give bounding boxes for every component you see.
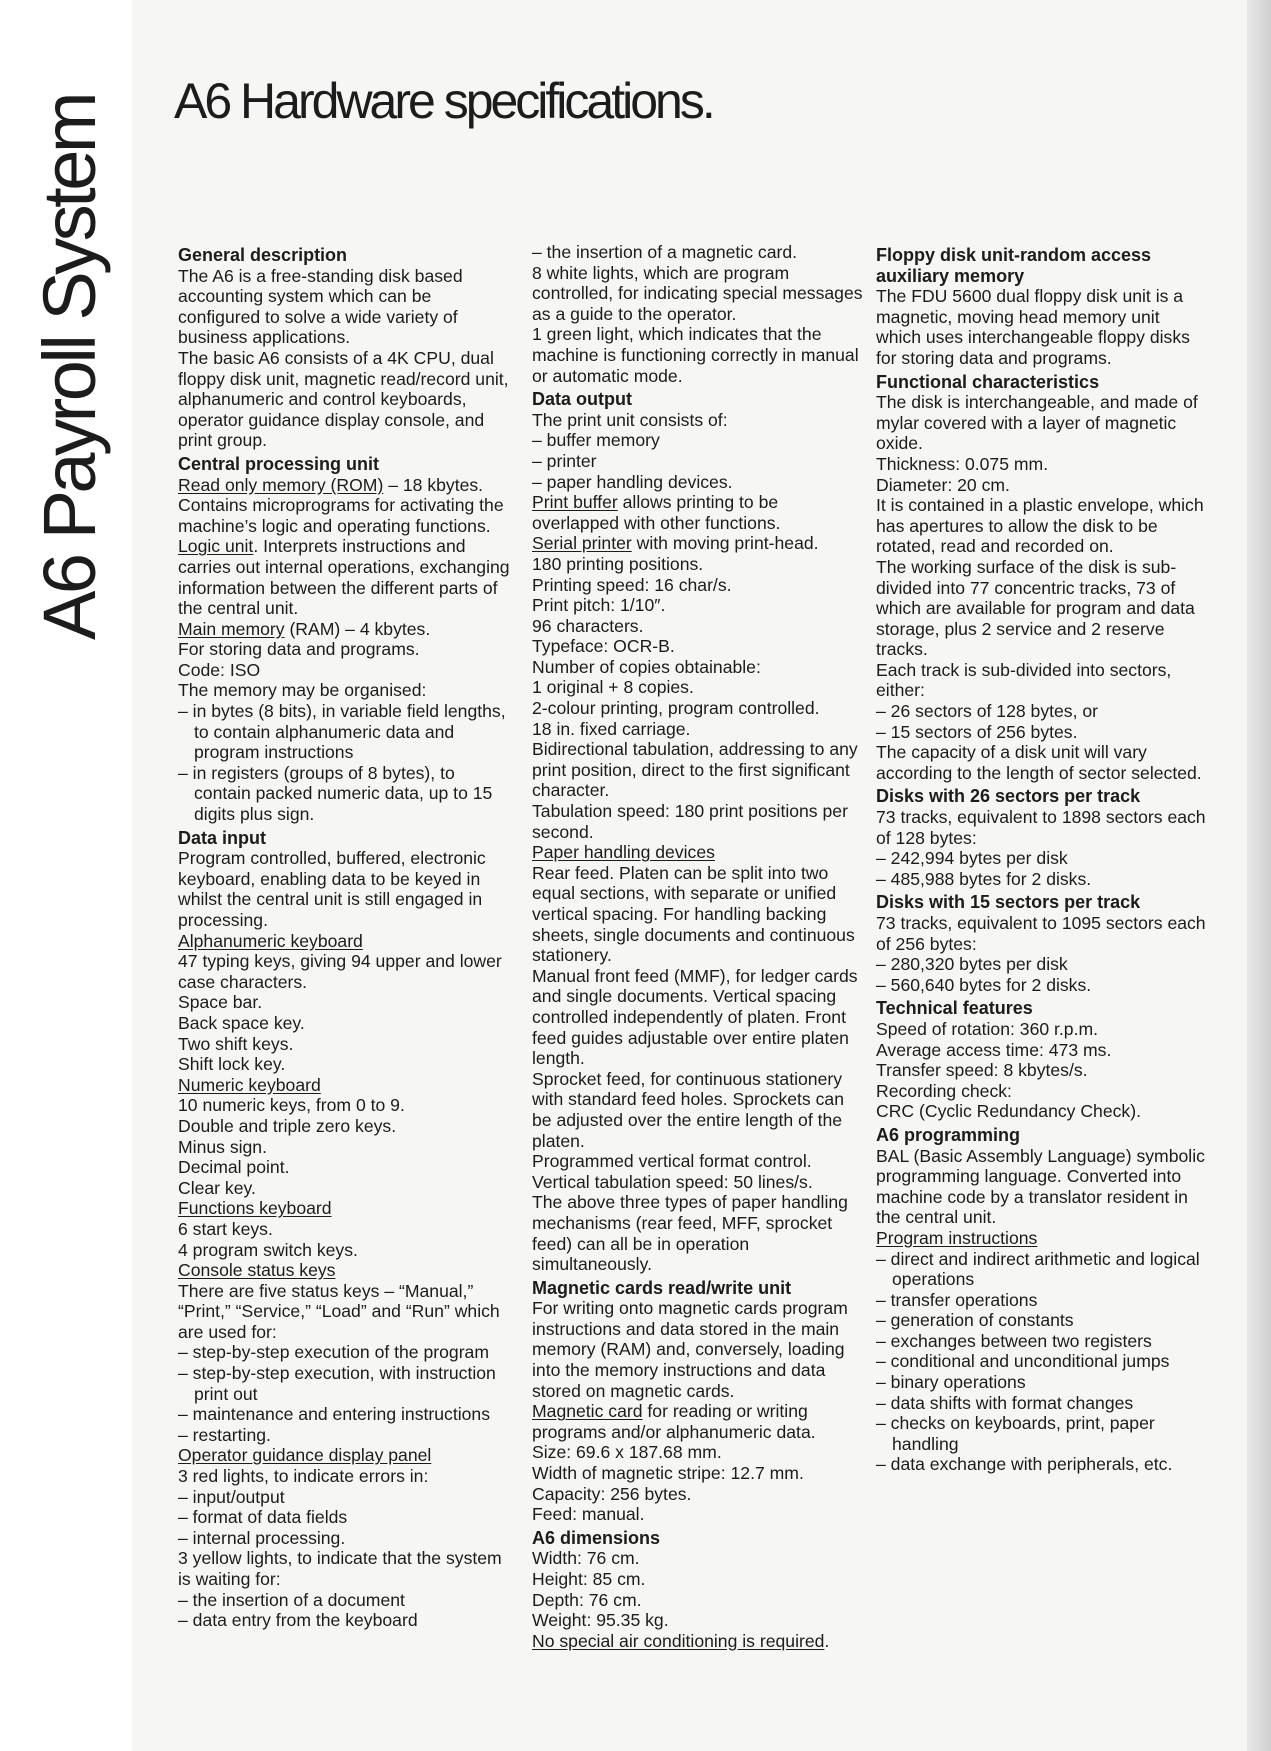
text: 10 numeric keys, from 0 to 9. xyxy=(178,1095,405,1116)
paragraph xyxy=(178,1054,512,1075)
text: Number of copies obtainable: xyxy=(532,656,761,677)
text: – paper handling devices. xyxy=(532,471,733,492)
text: – restarting. xyxy=(178,1424,271,1445)
text: Feed: manual. xyxy=(532,1504,645,1525)
text: Width of magnetic stripe: 12.7 mm. xyxy=(532,1463,804,1484)
underlined-term: Main memory xyxy=(178,618,285,639)
paragraph xyxy=(532,595,865,616)
paragraph xyxy=(532,1298,865,1401)
underlined-term: Print buffer xyxy=(532,492,618,513)
text: Manual front feed (MMF), for ledger cards and single documents. Vertical spacing controlled independently of platen. Front feed guides adjustable over entire platen length. xyxy=(532,965,858,1069)
section-heading xyxy=(876,372,1206,393)
paragraph xyxy=(532,1590,865,1611)
section-heading xyxy=(876,245,1206,286)
underlined-term: Program instructions xyxy=(876,1227,1038,1248)
text: – 560,640 bytes for 2 disks. xyxy=(876,974,1092,995)
list-item xyxy=(876,1331,1206,1352)
text: 180 printing positions. xyxy=(532,553,704,574)
paragraph xyxy=(532,657,865,678)
text: – buffer memory xyxy=(532,430,660,451)
paragraph xyxy=(178,619,512,640)
paragraph xyxy=(532,1463,865,1484)
text: Vertical tabulation speed: 50 lines/s. xyxy=(532,1171,813,1192)
paragraph xyxy=(532,324,865,386)
text: – data entry from the keyboard xyxy=(178,1610,418,1631)
text: Printing speed: 16 char/s. xyxy=(532,574,732,595)
text: Transfer speed: 8 kbytes/s. xyxy=(876,1060,1088,1081)
text: Width: 76 cm. xyxy=(532,1548,640,1569)
paragraph xyxy=(532,1401,865,1442)
list-item xyxy=(532,242,865,263)
paragraph xyxy=(178,495,512,536)
text: – direct and indirect arithmetic and logical operations xyxy=(876,1248,1200,1290)
paragraph xyxy=(532,966,865,1069)
section-heading xyxy=(876,1125,1206,1146)
paragraph xyxy=(178,1013,512,1034)
text: – the insertion of a magnetic card. xyxy=(532,242,798,262)
list-item xyxy=(876,975,1206,996)
paragraph xyxy=(178,1178,512,1199)
section-heading xyxy=(532,1278,865,1299)
text: – 15 sectors of 256 bytes. xyxy=(876,721,1078,742)
text: . Interprets instructions and carries out internal operations, exchanging information between the different parts of the central unit. xyxy=(178,536,510,619)
text: The above three types of paper handling mechanisms (rear feed, MFF, sprocket feed) can all be in operation simultaneously. xyxy=(532,1192,848,1275)
list-item xyxy=(178,1363,512,1404)
text: – transfer operations xyxy=(876,1289,1038,1310)
text: The working surface of the disk is sub-divided into 77 concentric tracks, 73 of which are available for program and data storage, plus 2 service and 2 reserve tracks. xyxy=(876,556,1195,660)
text: – data exchange with peripherals, etc. xyxy=(876,1454,1173,1475)
text: – generation of constants xyxy=(876,1310,1074,1331)
paragraph xyxy=(876,286,1206,368)
text: 73 tracks, equivalent to 1898 sectors each of 128 bytes: xyxy=(876,807,1206,848)
text: A6 programming xyxy=(876,1124,1021,1145)
text: Bidirectional tabulation, addressing to any print position, direct to the first significant character. xyxy=(532,739,858,801)
paragraph xyxy=(876,660,1206,701)
text: Decimal point. xyxy=(178,1157,290,1178)
text: Height: 85 cm. xyxy=(532,1569,646,1589)
paragraph xyxy=(532,1631,865,1652)
list-item xyxy=(178,1487,512,1508)
text: The basic A6 consists of a 4K CPU, dual floppy disk unit, magnetic read/record unit, alphanumeric and control keyboards, operator guidance display console, and print group. xyxy=(178,347,509,451)
text: Two shift keys. xyxy=(178,1033,294,1054)
spine-title-container xyxy=(22,40,118,640)
text: A6 dimensions xyxy=(532,1527,661,1548)
text: 47 typing keys, giving 94 upper and lower case characters. xyxy=(178,951,502,992)
text: Floppy disk unit-random access auxiliary memory xyxy=(876,245,1152,286)
list-item xyxy=(178,1342,512,1363)
paragraph xyxy=(876,807,1206,848)
text: for reading or writing programs and/or alphanumeric data. xyxy=(532,1401,816,1442)
text: For writing onto magnetic cards program instructions and data stored in the main memory (RAM) and, conversely, loading into the memory instructions and data stored on magnetic cards. xyxy=(532,1298,848,1401)
text: Program controlled, buffered, electronic keyboard, enabling data to be keyed in whilst the central unit is still engaged in processing. xyxy=(178,848,486,930)
paragraph xyxy=(178,680,512,701)
text: The memory may be organised: xyxy=(178,680,427,701)
text: – in registers (groups of 8 bytes), to contain packed numeric data, up to 15 digits plus sign. xyxy=(178,762,493,825)
underlined-term: Alphanumeric keyboard xyxy=(178,930,363,951)
underlined-term: No special air conditioning is required xyxy=(532,1630,825,1651)
paragraph xyxy=(532,863,865,966)
list-item xyxy=(178,701,512,763)
text: Space bar. xyxy=(178,992,263,1013)
list-item xyxy=(876,1249,1206,1290)
paragraph xyxy=(532,842,865,863)
text: – checks on keyboards, print, paper handling xyxy=(876,1413,1155,1454)
text: 1 green light, which indicates that the machine is functioning correctly in manual or automatic mode. xyxy=(532,324,859,386)
section-heading xyxy=(178,245,512,266)
text: The disk is interchangeable, and made of mylar covered with a layer of magnetic oxide. xyxy=(876,392,1198,454)
text: with moving print-head. xyxy=(631,533,819,554)
text: Disks with 15 sectors per track xyxy=(876,892,1141,913)
text: 96 characters. xyxy=(532,615,644,636)
text: Size: 69.6 x 187.68 mm. xyxy=(532,1442,722,1463)
list-item xyxy=(876,1310,1206,1331)
list-item xyxy=(178,1610,512,1631)
paragraph xyxy=(532,1484,865,1505)
paragraph xyxy=(178,1157,512,1178)
list-item xyxy=(178,1425,512,1446)
text: Central processing unit xyxy=(178,453,380,474)
text: – the insertion of a document xyxy=(178,1589,405,1610)
list-item xyxy=(876,1393,1206,1414)
list-item xyxy=(178,1528,512,1549)
text: For storing data and programs. xyxy=(178,639,420,660)
text: – in bytes (8 bits), in variable field lengths, to contain alphanumeric data and program instructions xyxy=(178,701,506,763)
text: The A6 is a free-standing disk based accounting system which can be configured to solve a wide variety of business applications. xyxy=(178,265,463,348)
text: The FDU 5600 dual floppy disk unit is a magnetic, moving head memory unit which uses interchangeable floppy disks for storing data and programs. xyxy=(876,286,1190,368)
paragraph xyxy=(876,1228,1206,1249)
paragraph xyxy=(532,1442,865,1463)
list-item xyxy=(876,1454,1206,1475)
paragraph xyxy=(876,495,1206,557)
text: Sprocket feed, for continuous stationery with standard feed holes. Sprockets can be adjusted over the entire length of the platen. xyxy=(532,1068,844,1151)
paragraph xyxy=(532,492,865,533)
text: Functional characteristics xyxy=(876,371,1100,392)
underlined-term: Serial printer xyxy=(532,533,632,554)
paragraph xyxy=(876,1040,1206,1061)
paragraph xyxy=(178,1198,512,1219)
text: 73 tracks, equivalent to 1095 sectors each of 256 bytes: xyxy=(876,913,1206,954)
paragraph xyxy=(532,1151,865,1172)
paragraph xyxy=(876,1081,1206,1102)
paragraph xyxy=(178,1219,512,1240)
list-item xyxy=(876,869,1206,890)
paragraph xyxy=(532,263,865,325)
text: Programmed vertical format control. xyxy=(532,1151,812,1172)
paragraph xyxy=(178,475,512,496)
text: BAL (Basic Assembly Language) symbolic programming language. Converted into machine code by a translator resident in the central unit. xyxy=(876,1145,1205,1228)
paragraph xyxy=(876,475,1206,496)
text: It is contained in a plastic envelope, which has apertures to allow the disk to be rotated, read and recorded on. xyxy=(876,495,1204,557)
paragraph xyxy=(178,639,512,660)
text: CRC (Cyclic Redundancy Check). xyxy=(876,1101,1141,1122)
section-heading xyxy=(178,828,512,849)
section-heading xyxy=(876,892,1206,913)
text: – format of data fields xyxy=(178,1507,348,1528)
paragraph xyxy=(178,1075,512,1096)
text: Each track is sub-divided into sectors, either: xyxy=(876,659,1172,701)
paragraph xyxy=(876,557,1206,660)
paragraph xyxy=(876,1019,1206,1040)
text: 1 original + 8 copies. xyxy=(532,677,694,698)
paragraph xyxy=(532,533,865,554)
list-item xyxy=(178,763,512,825)
text: 8 white lights, which are program controlled, for indicating special messages as a guide to the operator. xyxy=(532,262,863,324)
text: 3 red lights, to indicate errors in: xyxy=(178,1466,429,1487)
text: Recording check: xyxy=(876,1080,1012,1101)
underlined-term: Console status keys xyxy=(178,1260,336,1281)
paragraph xyxy=(178,1260,512,1281)
list-item xyxy=(876,722,1206,743)
text: – input/output xyxy=(178,1486,285,1507)
paragraph xyxy=(532,1504,865,1525)
text: Weight: 95.35 kg. xyxy=(532,1610,669,1631)
text: allows printing to be overlapped with other functions. xyxy=(532,492,781,533)
section-heading xyxy=(532,1528,865,1549)
text: – binary operations xyxy=(876,1372,1026,1393)
text: Tabulation speed: 180 print positions per second. xyxy=(532,801,848,842)
paragraph xyxy=(532,575,865,596)
list-item xyxy=(876,954,1206,975)
paragraph xyxy=(876,1060,1206,1081)
text: The capacity of a disk unit will vary according to the length of sector selected. xyxy=(876,742,1202,783)
paragraph xyxy=(532,1610,865,1631)
underlined-term: Functions keyboard xyxy=(178,1198,332,1219)
text: Back space key. xyxy=(178,1012,305,1033)
paragraph xyxy=(876,1101,1206,1122)
text: Data output xyxy=(532,389,632,410)
paragraph xyxy=(178,1445,512,1466)
text: – 485,988 bytes for 2 disks. xyxy=(876,868,1092,889)
paragraph xyxy=(178,1137,512,1158)
list-item xyxy=(178,1404,512,1425)
paragraph xyxy=(876,1146,1206,1228)
text-column-2 xyxy=(532,242,865,1651)
paragraph xyxy=(532,739,865,801)
list-item xyxy=(178,1507,512,1528)
section-heading xyxy=(876,786,1206,807)
text: Average access time: 473 ms. xyxy=(876,1039,1112,1060)
text: There are five status keys – “Manual,” “Print,” “Service,” “Load” and “Run” which are used for: xyxy=(178,1280,500,1342)
text: – step-by-step execution, with instruction print out xyxy=(178,1363,496,1404)
section-heading xyxy=(876,998,1206,1019)
paragraph xyxy=(178,1240,512,1261)
list-item xyxy=(532,430,865,451)
paragraph xyxy=(178,1116,512,1137)
list-item xyxy=(532,451,865,472)
paragraph xyxy=(178,536,512,618)
text: – internal processing. xyxy=(178,1527,346,1548)
text: Depth: 76 cm. xyxy=(532,1589,642,1610)
underlined-term: Read only memory (ROM) xyxy=(178,474,384,495)
text: 2-colour printing, program controlled. xyxy=(532,698,820,719)
text: Shift lock key. xyxy=(178,1054,286,1075)
paragraph xyxy=(178,1281,512,1343)
paragraph xyxy=(532,1548,865,1569)
paragraph xyxy=(876,742,1206,783)
text: 3 yellow lights, to indicate that the system is waiting for: xyxy=(178,1548,502,1589)
underlined-term: Numeric keyboard xyxy=(178,1074,321,1095)
text: Typeface: OCR-B. xyxy=(532,636,675,657)
text: Capacity: 256 bytes. xyxy=(532,1483,692,1504)
text: – printer xyxy=(532,450,597,471)
paragraph xyxy=(532,1192,865,1274)
text: Print pitch: 1/10″. xyxy=(532,595,666,616)
list-item xyxy=(876,848,1206,869)
text-column-3 xyxy=(876,242,1206,1475)
text: 6 start keys. xyxy=(178,1218,273,1239)
paragraph xyxy=(532,677,865,698)
text: Rear feed. Platen can be split into two equal sections, with separate or unified vertical spacing. For handling backing sheets, single documents and continuous stationery. xyxy=(532,862,855,966)
paragraph xyxy=(178,1095,512,1116)
text: – 18 kbytes. xyxy=(383,474,484,495)
text: Diameter: 20 cm. xyxy=(876,474,1010,495)
paragraph xyxy=(178,1466,512,1487)
text: General description xyxy=(178,245,348,265)
paragraph xyxy=(178,266,512,348)
paragraph xyxy=(178,848,512,930)
paragraph xyxy=(178,348,512,451)
underlined-term: Magnetic card xyxy=(532,1401,643,1422)
text: Code: ISO xyxy=(178,659,261,680)
list-item xyxy=(876,701,1206,722)
page-edge-shadow xyxy=(1247,0,1271,1751)
paragraph xyxy=(178,992,512,1013)
list-item xyxy=(876,1351,1206,1372)
paragraph xyxy=(532,1569,865,1590)
section-heading xyxy=(532,389,865,410)
text: 18 in. fixed carriage. xyxy=(532,718,691,739)
text: – maintenance and entering instructions xyxy=(178,1404,490,1425)
text: Magnetic cards read/write unit xyxy=(532,1277,792,1298)
text: The print unit consists of: xyxy=(532,409,728,430)
text: – 280,320 bytes per disk xyxy=(876,954,1068,975)
paragraph xyxy=(178,1034,512,1055)
underlined-term: Logic unit xyxy=(178,536,254,557)
paragraph xyxy=(532,616,865,637)
underlined-term: Operator guidance display panel xyxy=(178,1445,432,1466)
paragraph xyxy=(532,698,865,719)
text: – step-by-step execution of the program xyxy=(178,1342,489,1363)
section-heading xyxy=(178,454,512,475)
paragraph xyxy=(178,951,512,992)
paragraph xyxy=(532,554,865,575)
paragraph xyxy=(178,1548,512,1589)
text: Double and triple zero keys. xyxy=(178,1115,397,1136)
list-item xyxy=(876,1413,1206,1454)
text: (RAM) – 4 kbytes. xyxy=(284,618,431,639)
text: – 26 sectors of 128 bytes, or xyxy=(876,701,1099,722)
list-item xyxy=(178,1590,512,1611)
paragraph xyxy=(532,1172,865,1193)
paragraph xyxy=(178,660,512,681)
underlined-term: Paper handling devices xyxy=(532,842,715,863)
text: Minus sign. xyxy=(178,1136,267,1157)
text: 4 program switch keys. xyxy=(178,1239,358,1260)
paragraph xyxy=(178,931,512,952)
text: – 242,994 bytes per disk xyxy=(876,848,1068,869)
spine-title: A6 Payroll System xyxy=(28,94,111,640)
text: Speed of rotation: 360 r.p.m. xyxy=(876,1018,1099,1039)
text: Disks with 26 sectors per track xyxy=(876,786,1141,807)
text: . xyxy=(824,1630,830,1651)
paragraph xyxy=(532,1069,865,1151)
paragraph xyxy=(532,801,865,842)
text: Technical features xyxy=(876,998,1033,1019)
paragraph xyxy=(532,636,865,657)
text: Contains microprograms for activating the machine’s logic and operating functions. xyxy=(178,495,504,536)
list-item xyxy=(532,472,865,493)
text: Thickness: 0.075 mm. xyxy=(876,453,1049,474)
text: Clear key. xyxy=(178,1177,256,1198)
text: – exchanges between two registers xyxy=(876,1330,1152,1351)
paragraph xyxy=(876,454,1206,475)
paragraph xyxy=(532,410,865,431)
paragraph xyxy=(876,392,1206,454)
text: Data input xyxy=(178,827,266,848)
paragraph xyxy=(532,719,865,740)
text-column-1 xyxy=(178,242,512,1631)
paragraph xyxy=(876,913,1206,954)
text: – conditional and unconditional jumps xyxy=(876,1351,1170,1372)
list-item xyxy=(876,1290,1206,1311)
text: – data shifts with format changes xyxy=(876,1392,1134,1413)
list-item xyxy=(876,1372,1206,1393)
page-title: A6 Hardware specifications. xyxy=(174,73,713,129)
